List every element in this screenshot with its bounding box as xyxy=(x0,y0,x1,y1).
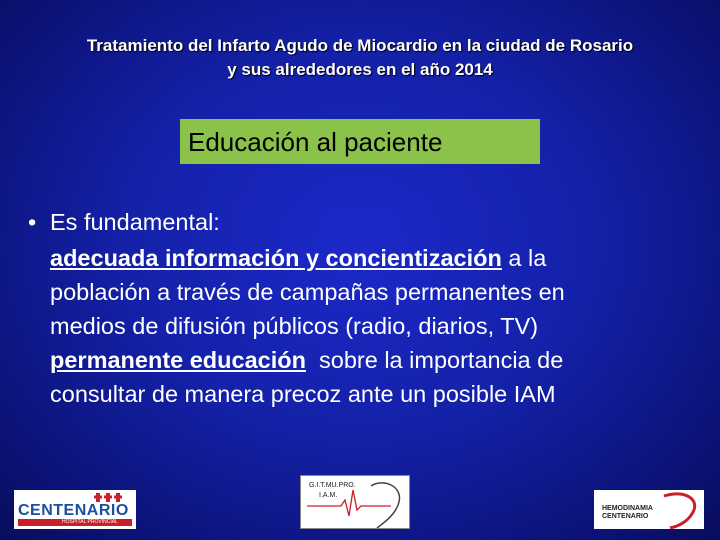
git-logo-line-1: G.I.T.MU.PRO. xyxy=(309,482,356,489)
hemodinamia-logo xyxy=(594,490,704,529)
body-line-4 xyxy=(50,343,698,377)
body-line-3: medios de difusión públicos (radio, diarios, TV) xyxy=(50,313,539,339)
bullet-body xyxy=(50,241,698,411)
body-line-1 xyxy=(50,241,698,275)
hemo-logo-line-2: CENTENARIO xyxy=(602,513,649,520)
git-mupro-logo xyxy=(300,475,410,529)
section-title: Educación al paciente xyxy=(188,127,443,157)
centenario-logo-name: CENTENARIO xyxy=(18,502,129,519)
body-line-4-rest: sobre la importancia de xyxy=(305,347,564,373)
body-line-5: consultar de manera precoz ante un posible IAM xyxy=(50,381,556,407)
bullet-dot: • xyxy=(28,209,37,235)
body-line-1-rest: a la xyxy=(501,245,547,271)
centenario-logo-subtitle: HOSPITAL PROVINCIAL xyxy=(62,519,118,525)
centenario-hospital-logo xyxy=(14,490,136,529)
emphasis-education: permanente educación xyxy=(50,347,306,373)
header-line-2: y sus alrededores en el año 2014 xyxy=(227,60,493,79)
emphasis-information: adecuada información y concientización xyxy=(50,245,502,271)
git-logo-line-2: I.A.M. xyxy=(319,492,338,499)
bullet-lead: Es fundamental: xyxy=(50,209,220,235)
header-line-1: Tratamiento del Infarto Agudo de Miocardio en la ciudad de Rosario xyxy=(86,36,634,55)
slide-header xyxy=(0,34,720,82)
body-line-2: población a través de campañas permanentes en xyxy=(50,279,565,305)
hemo-logo-line-1: HEMODINAMIA xyxy=(602,505,653,512)
